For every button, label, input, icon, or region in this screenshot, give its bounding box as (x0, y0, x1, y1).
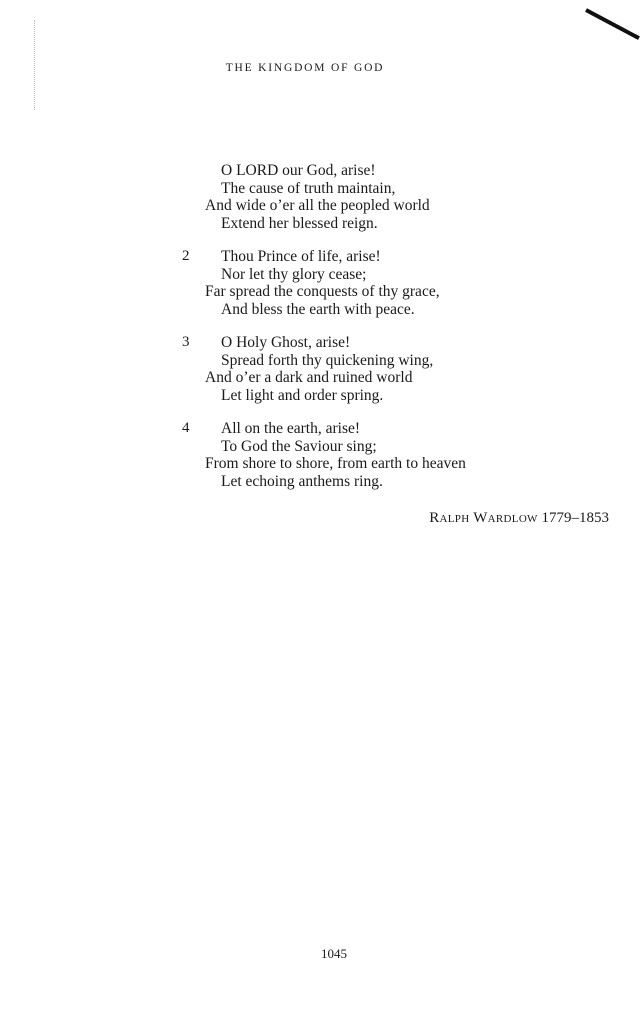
verse-line: And bless the earth with peace. (221, 300, 415, 318)
hymn-attribution (429, 510, 609, 527)
verse-line: The cause of truth maintain, (221, 179, 396, 197)
verse-line: And o’er a dark and ruined world (205, 369, 413, 386)
page-corner-mark (585, 8, 640, 40)
verse-line: From shore to shore, from earth to heaven (205, 455, 466, 472)
verse-number: 4 (182, 420, 190, 436)
verse-line: Let light and order spring. (221, 386, 384, 404)
verse-3 (170, 334, 550, 404)
page-number: 1045 (321, 946, 347, 961)
hymn-text (170, 162, 550, 506)
verse-1 (170, 162, 550, 232)
running-title: THE KINGDOM OF GOD (225, 62, 385, 74)
author-name: Ralph Wardlow (429, 510, 538, 526)
verse-line: All on the earth, arise! (221, 420, 361, 437)
author-dates: 1779–1853 (541, 510, 609, 526)
verse-4 (170, 420, 550, 490)
verse-line: To God the Saviour sing; (221, 437, 377, 455)
verse-line: Nor let thy glory cease; (221, 265, 367, 283)
verse-line: Thou Prince of life, arise! (221, 248, 381, 265)
verse-line: And wide o’er all the peopled world (205, 197, 430, 214)
verse-line: Far spread the conquests of thy grace, (205, 283, 440, 300)
verse-line: Extend her blessed reign. (221, 214, 378, 232)
verse-number: 2 (182, 248, 190, 264)
verse-line: O Holy Ghost, arise! (221, 334, 351, 351)
verse-number: 3 (182, 334, 190, 350)
verse-2 (170, 248, 550, 318)
verse-line: Spread forth thy quickening wing, (221, 351, 434, 369)
verse-line: Let echoing anthems ring. (221, 472, 383, 490)
verse-line: O LORD our God, arise! (221, 162, 376, 179)
